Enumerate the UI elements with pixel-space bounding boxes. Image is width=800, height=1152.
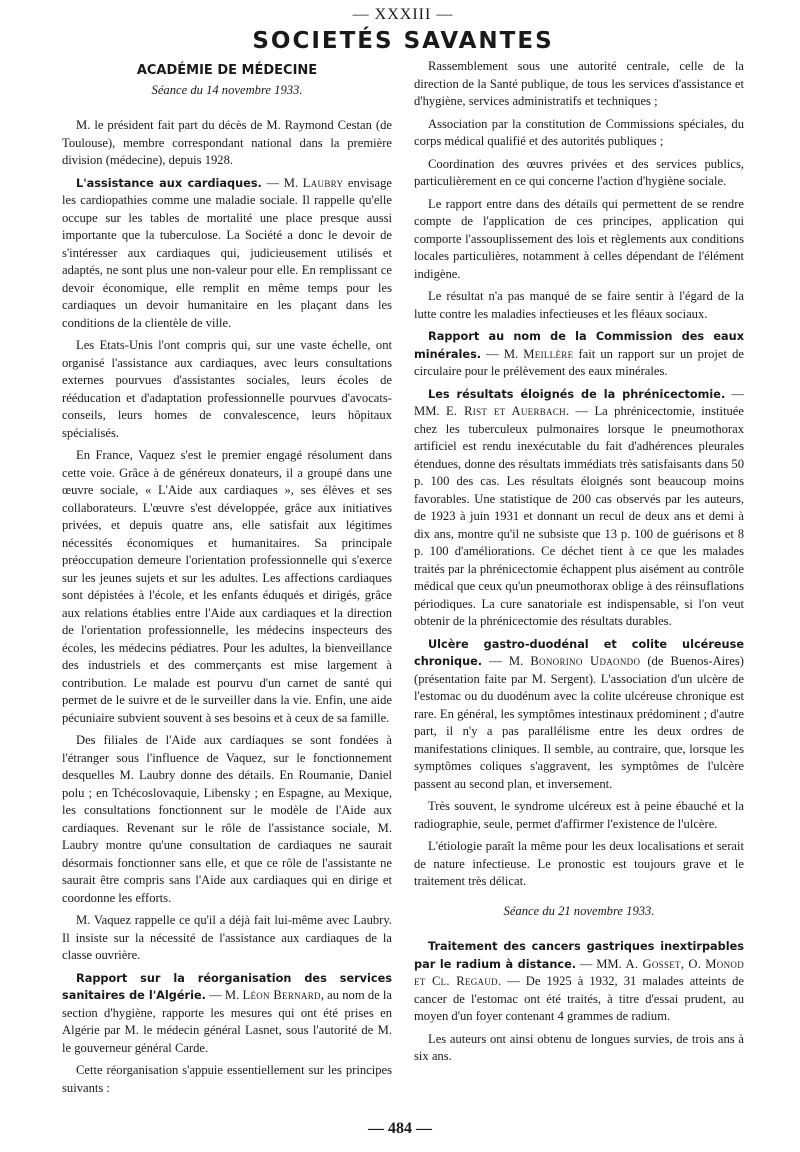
rubric-heading: Rapport au nom de la Commission des eaux minérales. <box>414 330 744 361</box>
rubric-heading: Ulcère gastro-duodénal et colite ulcéreuse chronique. <box>414 637 744 668</box>
page-number: — 484 — <box>368 1120 432 1137</box>
rubric-heading: L'assistance aux cardiaques. <box>76 176 262 190</box>
author-name: Laubry <box>302 175 344 190</box>
paragraph-eaux-minerales: Rapport au nom de la Commission des eaux minérales. — M. Meillère fait un rapport sur un projet de circulaire pour le prélèvement des eaux minérales. <box>414 330 744 378</box>
paragraph-principes: Cette réorganisation s'appuie essentiellement sur les principes suivants : <box>62 1063 392 1095</box>
author-name: Bonorino Udaondo <box>530 654 641 668</box>
paragraph-algerie: Rapport sur la réorganisation des services sanitaires de l'Algérie. — M. Léon Bernard, au nom de la section d'hygiène, rapporte les mesures qui ont été prises en Algérie par M. le médecin général Lasnet, sous l'autorité de M. le gouverneur général Carde. <box>62 971 393 1055</box>
author-name: E. Rist et Auerbach <box>445 404 566 418</box>
right-column <box>414 58 744 1102</box>
section-title: SOCIETÉS SAVANTES <box>252 28 554 54</box>
session-date: Séance du 14 novembre 1933. <box>151 82 303 97</box>
left-column <box>62 58 392 1102</box>
academy-heading: ACADÉMIE DE MÉDECINE <box>136 63 318 78</box>
rubric-heading: Les résultats éloignés de la phrénicectomie. <box>428 387 726 401</box>
paragraph-survies: Les auteurs ont ainsi obtenu de longues survies, de trois ans à six ans. <box>414 1031 744 1063</box>
paragraph-phrenicectomie: Les résultats éloignés de la phrénicectomie. — MM. E. Rist et Auerbach. — La phrénicectomie, instituée chez les tuberculeux pulmonaires lorsque le pneumothorax artificiel est rendu inexécutable du fait d'adhérences pleurales étendues, donne des résultats immédiats très satisfaisants dans 50 p. 100 des cas. Les résultats éloignés sont beaucoup moins favorables. Une statistique de 200 cas observés par les auteurs, de 1923 à juin 1931 et donnant un recul de deux ans et demi à dix ans, montre qu'il ne subsiste que 13 p. 100 de guérisons et 8 p. 100 d'améliorations. Ce déchet tient à ce que les malades traités par la phrénicectomie échappent plus aisément au contrôle médical que ceux qu'un pneumothorax oblige à des réinsuflations périodiques. La cure sanatoriale est indispensable, si l'on veut obtenir de la phrénicectomie des résultats durables. <box>414 386 744 628</box>
rubric-heading: Traitement des cancers gastriques inextirpables par le radium à distance. <box>414 940 744 971</box>
roman-folio: — XXXIII — <box>352 6 454 23</box>
paragraph-ulcere: Ulcère gastro-duodénal et colite ulcéreuse chronique. — M. Bonorino Udaondo (de Buenos-Aires) (présentation faite par M. Sergent). L'association d'un ulcère de l'estomac ou du duodénum avec la colite ulcéreuse chronique est rare. En général, les symptômes intestinaux prédominent ; d'autre part, il n'y a pas parallélisme entre les deux ordres de manifestations cliniques. Il semble, au contraire, que, lorsque les symptômes coliques s'aggravent, les symptômes de l'ulcère passent au second plan, et inversement. <box>414 637 744 791</box>
paragraph-deces: M. le président fait part du décès de M. Raymond Cestan (de Toulouse), membre correspondant national dans la première division (médecine), depuis 1928. <box>62 118 392 167</box>
session-date-2: Séance du 21 novembre 1933. <box>503 903 655 918</box>
principle-rassemblement: Rassemblement sous une autorité centrale, celle de la direction de la Santé publique, de tous les services d'assistance et d'hygiène, services administratifs et techniques ; <box>414 59 744 108</box>
paragraph-resultat: Le résultat n'a pas manqué de se faire sentir à l'égard de la lutte contre les maladies infectieuses et les fléaux sociaux. <box>414 289 744 321</box>
rubric-heading: Rapport sur la réorganisation des services sanitaires de l'Algérie. <box>62 971 392 1002</box>
paragraph-syndrome: Très souvent, le syndrome ulcéreux est à peine ébauché et la radiographie, seule, permet d'affirmer l'existence de l'ulcère. <box>414 799 744 831</box>
paragraph-cancers-gastriques: Traitement des cancers gastriques inextirpables par le radium à distance. — MM. A. Gosset, O. Monod et Cl. Regaud. — De 1925 à 1932, 31 malades atteints de cancer de l'estomac ont été traités, à titre d'essai prudent, au moyen d'un foyer contenant 4 grammes de radium. <box>414 940 744 1023</box>
author-name: Léon Bernard <box>242 988 321 1002</box>
paragraph-etats-unis: Les Etats-Unis l'ont compris qui, sur une vaste échelle, ont organisé l'assistance aux cardiaques, avec leurs consultations externes pourvues d'assistantes sociales, leurs écoles de rééducation et d'adaptation professionnelle pourvues d'avocats-conseils, leurs homes de convalescence, leurs hôpitaux spécialisés. <box>62 338 392 440</box>
author-name: Meillère <box>523 346 574 361</box>
paragraph-etiologie: L'étiologie paraît la même pour les deux localisations et serait de nature infectieuse. Le pronostic est toujours grave et le traitement très délicat. <box>414 839 744 888</box>
author-name: A. Gosset, O. Monod et Cl. Regaud <box>414 956 744 988</box>
paragraph-filiales: Des filiales de l'Aide aux cardiaques se sont fondées à l'étranger sous l'influence de Vaquez, sur le fonctionnement desquelles M. Laubry donne des détails. En Roumanie, Daniel polu ; en Tchécoslovaquie, Libensky ; en Espagne, au Mexique, les consultations fonctionnent sur le modèle de l'Aide aux cardiaques. Revenant sur le rôle de l'assistance sociale, M. Laubry montre qu'une consultation de cardiaques ne saurait désormais fonctionner sans elle, et que ce rôle de l'assistante ne saurait être compris sans l'Aide aux cardiaques qui en dirige et coordonne les efforts. <box>62 733 392 905</box>
paragraph-rapport-details: Le rapport entre dans des détails qui permettent de se rendre compte de l'application de ces principes, application qui comporte l'assouplissement des lois et règlements aux conditions locales particulières, notamment à celles dépendant de l'élément indigène. <box>414 196 744 281</box>
paragraph-vaquez: M. Vaquez rappelle ce qu'il a déjà fait lui-même avec Laubry. Il insiste sur la nécessité de l'assistance aux cardiaques de la classe ouvrière. <box>62 913 392 962</box>
principle-coordination: Coordination des œuvres privées et des services publics, particulièrement en ce qui concerne l'action d'hygiène sociale. <box>414 156 744 188</box>
two-column-body <box>62 58 744 1102</box>
journal-page <box>0 6 800 1152</box>
paragraph-france: En France, Vaquez s'est le premier engagé résolument dans cette voie. Grâce à de généreux donateurs, il a groupé dans une œuvre sociale, « L'Aide aux cardiaques », ses élèves et ses collaborateurs. L'œuvre s'est développée, grâce aux initiatives privées, et depuis quatre ans, elle satisfait aux légitimes nécessités économiques et humanitaires. Sa principale préoccupation demeure l'orientation professionnelle qui s'exerce sur les jeunes sujets et sur les adultes. Les affections cardiaques sont dépistées à l'école, et les enfants éduqués et dirigés, grâce aux relations établies entre l'Aide aux cardiaques et la direction de l'orientation professionnelle, les médecins inspecteurs des écoles, les médecins pédiatres. Pour les adultes, la bienveillance des industriels et des commerçants est mise largement à contribution. Le malade est pourvu d'un carnet de santé qui permet de le suivre et de le surveiller dans la vie. Enfin, une aide pécuniaire subvient souvent à ses besoins et à ceux de sa famille. <box>62 448 392 725</box>
paragraph-assistance-cardiaques: L'assistance aux cardiaques. — M. Laubry envisage les cardiopathies comme une maladie sociale. Il rappelle qu'elle occupe sur les tables de mortalité une place presque aussi importante que la tuberculose. La Société a donc le devoir de s'intéresser aux cardiaques qui, judicieusement utilisés et adaptés, ne sont plus une non-valeur pour elle. En remplissant ce devoir économique, elle remplit en même temps pour les cardiaques un devoir humanitaire en les plaçant dans les conditions de la clientèle de ville. <box>62 175 392 330</box>
principle-association: Association par la constitution de Commissions spéciales, du corps médical qualifié et des autorités publiques ; <box>414 116 744 148</box>
